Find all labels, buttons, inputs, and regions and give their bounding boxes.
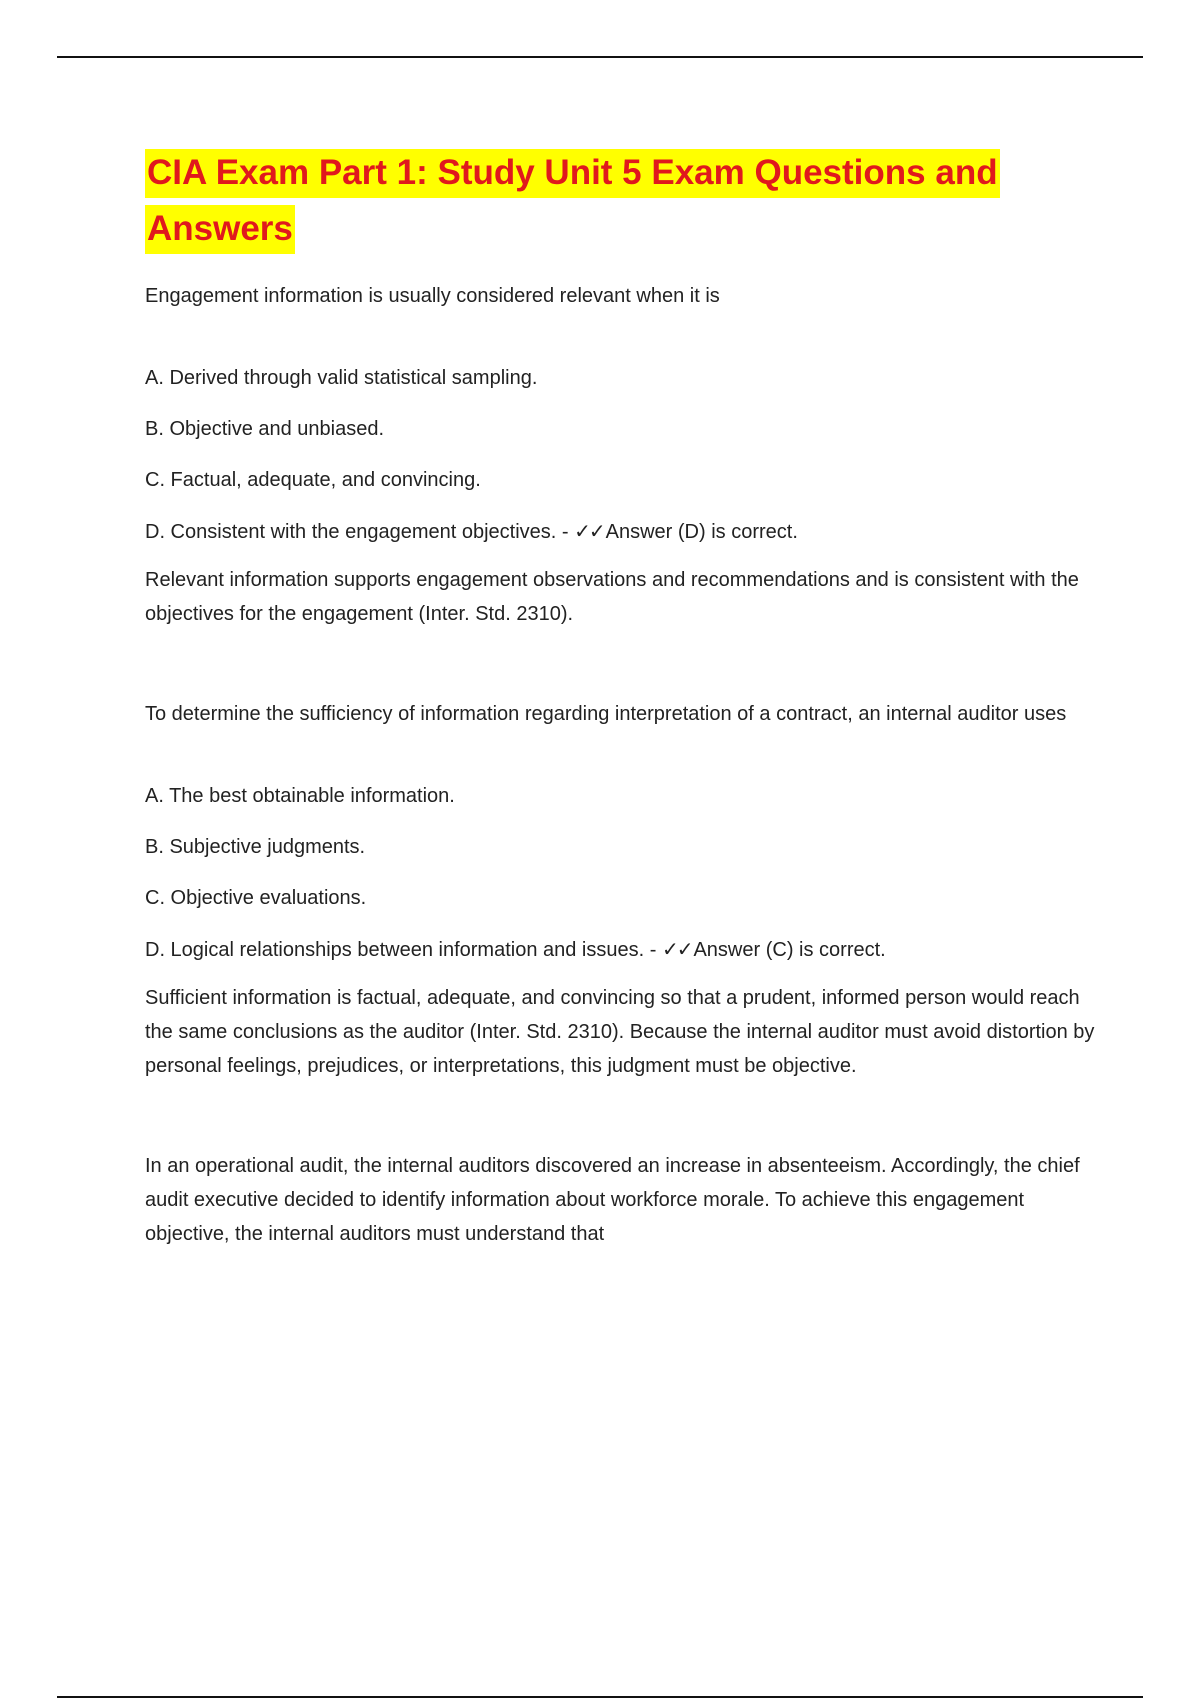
question-block-1 <box>145 279 1095 631</box>
question-text: To determine the sufficiency of information regarding interpretation of a contract, an internal auditor uses <box>145 703 1067 725</box>
title-highlight: CIA Exam Part 1: Study Unit 5 Exam Questions and Answers <box>145 149 1000 254</box>
option-a: A. The best obtainable information. <box>145 785 455 807</box>
question-text: Engagement information is usually considered relevant when it is <box>145 285 720 307</box>
option-d-text: D. Logical relationships between information and issues. - <box>145 939 657 961</box>
answer-label: Answer (D) is correct. <box>605 521 798 543</box>
footer-rule <box>57 1696 1143 1698</box>
option-c: C. Factual, adequate, and convincing. <box>145 469 481 491</box>
answer-label: Answer (C) is correct. <box>693 939 886 961</box>
checkmark-icon: ✓✓ <box>661 937 692 961</box>
header-rule <box>57 56 1143 58</box>
answer-explanation: Relevant information supports engagement observations and recommendations and is consistent with the objectives for the engagement (Inter. Std. 2310). <box>145 569 1079 625</box>
document-body <box>145 145 1095 1317</box>
option-d <box>145 932 1095 967</box>
answer-options <box>145 779 1095 967</box>
document-title <box>145 145 1095 257</box>
question-text: In an operational audit, the internal auditors discovered an increase in absenteeism. Accordingly, the chief audit executive decided to identify information about workforce morale. To achieve this engagement objective, the internal auditors must understand that <box>145 1155 1080 1245</box>
option-d-text: D. Consistent with the engagement objectives. - <box>145 521 569 543</box>
option-c: C. Objective evaluations. <box>145 887 367 909</box>
option-a: A. Derived through valid statistical sampling. <box>145 367 538 389</box>
answer-explanation: Sufficient information is factual, adequate, and convincing so that a prudent, informed person would reach the same conclusions as the auditor (Inter. Std. 2310). Because the internal auditor must avoid distortion by personal feelings, prejudices, or interpretations, this judgment must be objective. <box>145 987 1095 1077</box>
option-b: B. Objective and unbiased. <box>145 418 385 440</box>
question-block-2 <box>145 697 1095 1083</box>
option-d <box>145 514 1095 549</box>
option-b: B. Subjective judgments. <box>145 836 366 858</box>
question-block-3 <box>145 1149 1095 1251</box>
checkmark-icon: ✓✓ <box>574 519 604 543</box>
answer-options <box>145 361 1095 549</box>
